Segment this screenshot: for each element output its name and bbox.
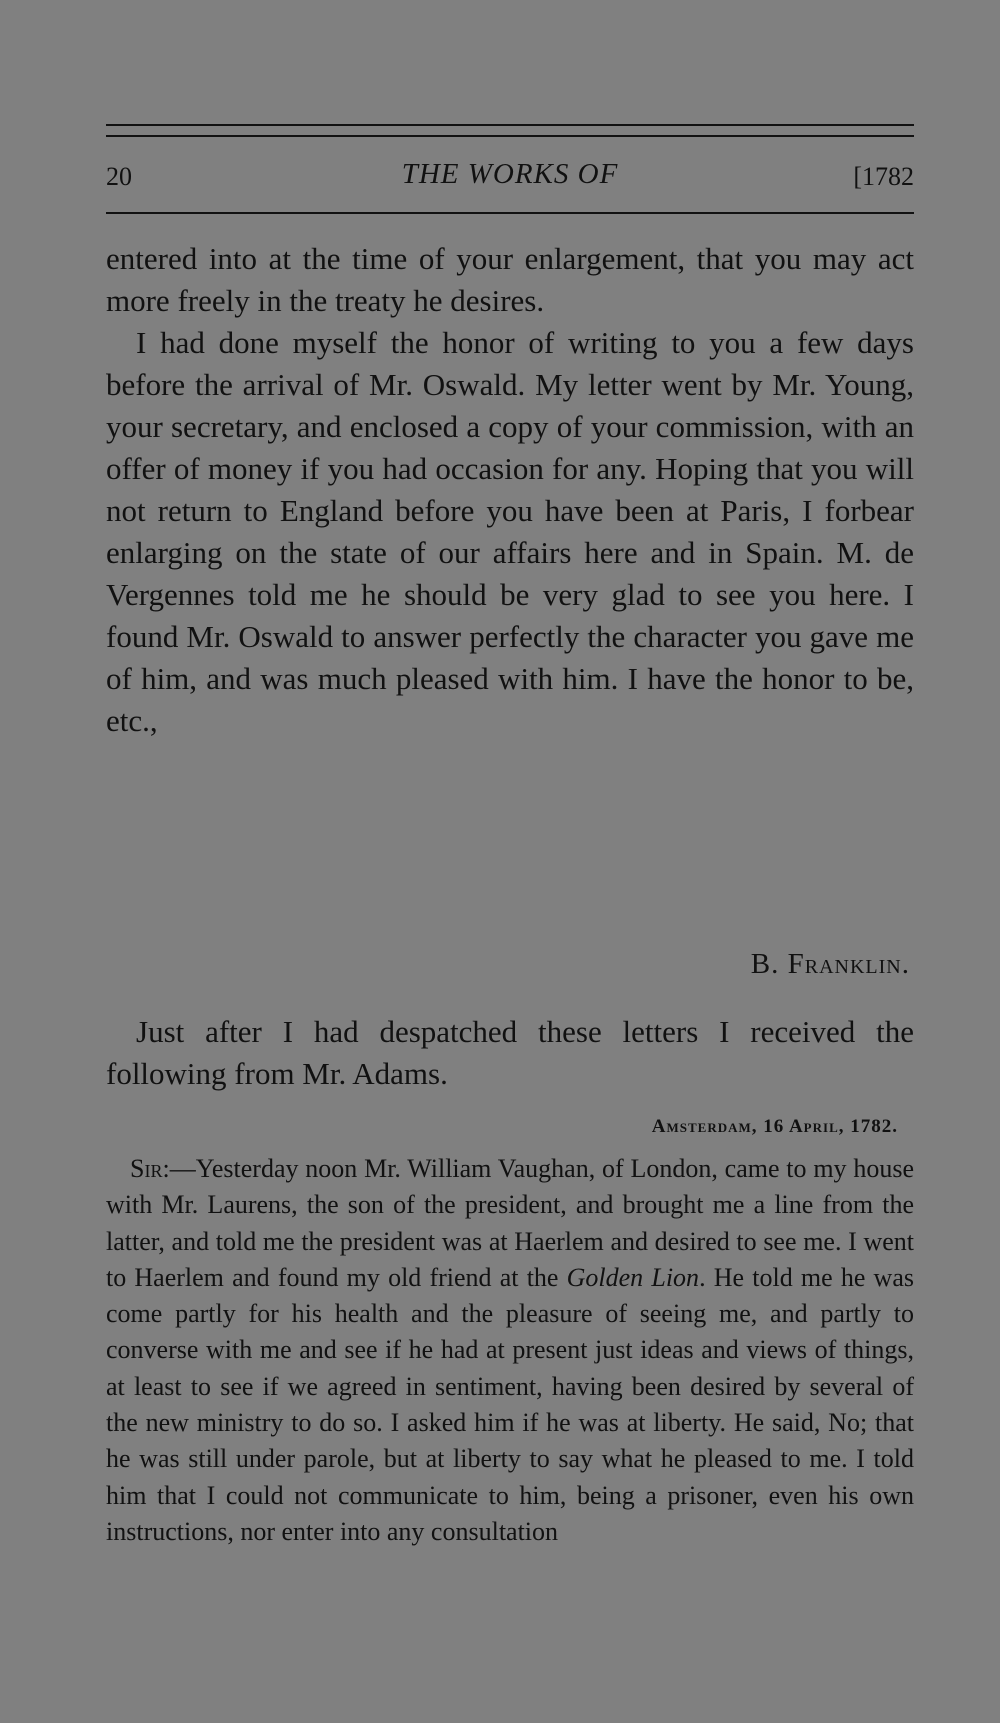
letter2-text-a: :—Yesterday noon Mr. William Vaughan, of London, came to my house with Mr. Laurens, the son of the president, and brought me a line from the latter, and told me the president was at Haerlem and desired to see me. I went to Haerlem and found my old friend at the (106, 1154, 914, 1292)
salutation: Sir (130, 1154, 163, 1183)
inn-name: Golden Lion (566, 1262, 700, 1292)
header-rule (106, 212, 914, 214)
adams-letter (106, 1151, 914, 1550)
running-head (106, 158, 914, 198)
letter2-text-b: . He told me he was come partly for his health and the pleasure of seeing me, and partly to converse with me and see if he had at present just ideas and views of things, at least to see if we agreed in sentiment, having been desired by several of the new ministry to do so. I asked him if he was at liberty. He said, No; that he was still under parole, but at liberty to say what he pleased to me. I told him that I could not communicate to him, being a prisoner, even his own instructions, nor enter into any consultation (106, 1262, 914, 1546)
letter1-paragraph-2: I had done myself the honor of writing to you a few days before the arrival of Mr. Oswald. My letter went by Mr. Young, your secretary, and enclosed a copy of your commission, with an offer of money if you had occasion for any. Hoping that you will not return to England before you have been at Paris, I forbear enlarging on the state of our affairs here and in Spain. M. de Vergennes told me he should be very glad to see you here. I found Mr. Oswald to answer perfectly the character you gave me of him, and was much pleased with him. I have the honor to be, etc., (106, 325, 914, 738)
letter1-paragraph-1: entered into at the time of your enlargement, that you may act more freely in the treaty he desires. (106, 241, 914, 318)
narrative (106, 1011, 914, 1095)
top-rule (106, 124, 914, 126)
running-year: [1782 (853, 162, 914, 191)
narrative-paragraph: Just after I had despatched these letters I received the following from Mr. Adams. (106, 1014, 914, 1091)
franklin-letter (106, 238, 914, 742)
signature: B. Franklin. (750, 948, 910, 980)
letter2-paragraph (106, 1151, 914, 1550)
running-title: THE WORKS OF (401, 158, 619, 190)
top-rule-inner (106, 135, 914, 137)
page-number: 20 (106, 162, 132, 191)
dateline: Amsterdam, 16 April, 1782. (651, 1116, 898, 1137)
